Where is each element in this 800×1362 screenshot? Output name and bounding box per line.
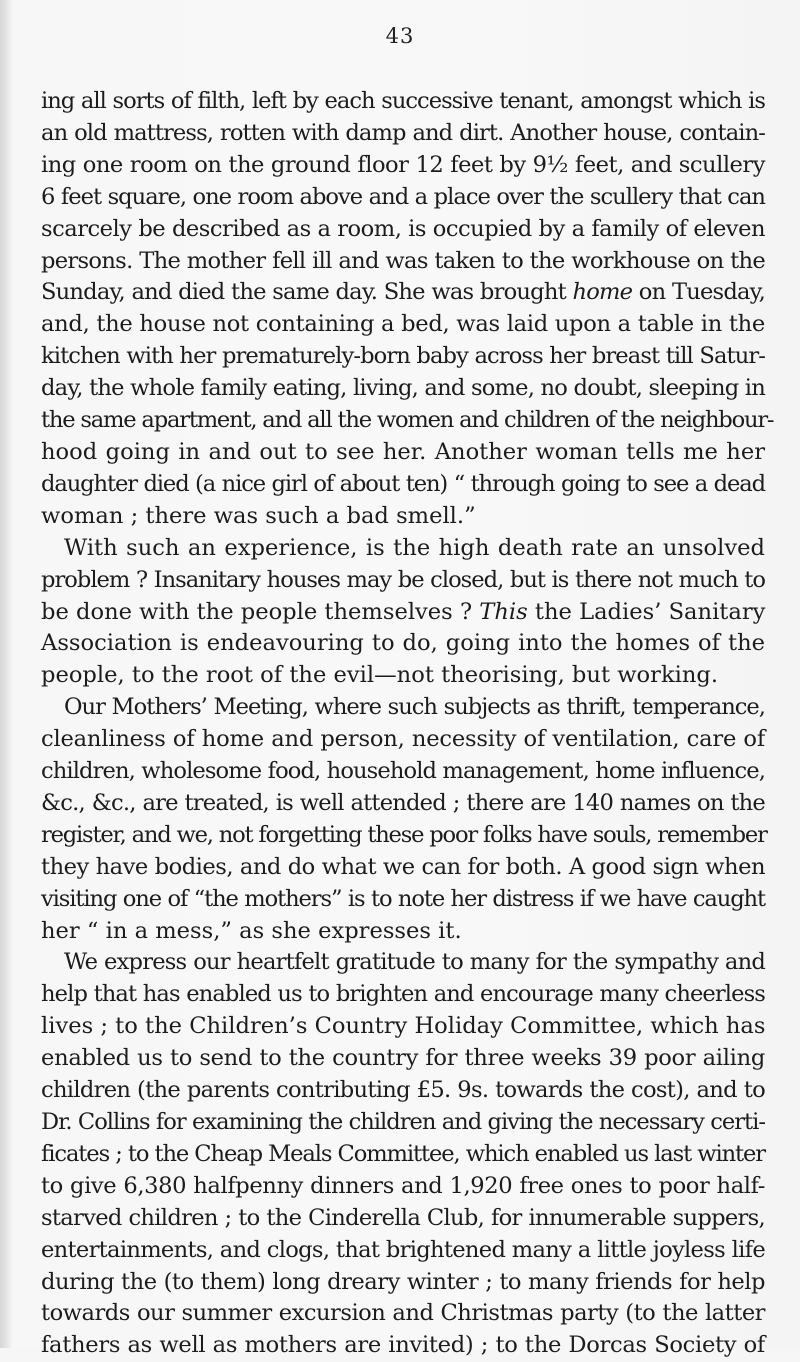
text-line: persons. The mother fell ill and was taken to the workhouse on the bbox=[41, 247, 765, 274]
text-line: be done with the people themselves ? This the Ladies’ Sanitary bbox=[41, 598, 766, 625]
text-line: and, the house not containing a bed, was laid upon a table in the bbox=[41, 311, 765, 338]
text-line: With such an experience, is the high death rate an unsolved bbox=[64, 534, 765, 561]
text-line: ing all sorts of filth, left by each successive tenant, amongst which is bbox=[41, 88, 765, 114]
text-line: during the (to them) long dreary winter ; to many friends for help bbox=[41, 1268, 765, 1295]
text-line: kitchen with her prematurely-born baby across her breast till Satur- bbox=[41, 343, 765, 370]
body-text bbox=[41, 86, 774, 1362]
text-line: starved children ; to the Cinderella Club, for innumerable suppers, bbox=[41, 1204, 765, 1231]
text-line: Association is endeavouring to do, going into the homes of the bbox=[41, 630, 765, 657]
text-line: lives ; to the Children’s Country Holiday Committee, which has bbox=[41, 1013, 766, 1040]
text-line: they have bodies, and do what we can for both. A good sign when bbox=[41, 853, 765, 880]
text-line: her “ in a mess,” as she expresses it. bbox=[41, 917, 462, 944]
text-line: 6 feet square, one room above and a place over the scullery that can bbox=[41, 183, 765, 210]
text-line: entertainments, and clogs, that brightened many a little joyless life bbox=[41, 1236, 765, 1263]
text-line: children, wholesome food, household management, home influence, bbox=[41, 758, 765, 785]
text-line: people, to the root of the evil—not theorising, but working. bbox=[41, 662, 719, 689]
text-line: day, the whole family eating, living, and some, no doubt, sleeping in bbox=[41, 375, 765, 402]
text-line: children (the parents contributing £5. 9s. towards the cost), and to bbox=[41, 1077, 765, 1104]
text-line: &c., &c., are treated, is well attended ; there are 140 names on the bbox=[41, 789, 765, 816]
page-edge-shadow bbox=[0, 0, 12, 1348]
text-line: visiting one of “the mothers” is to note her distress if we have caught bbox=[41, 885, 765, 912]
text-line: ing one room on the ground floor 12 feet by 9½ feet, and scullery bbox=[41, 151, 765, 178]
text-line: Dr. Collins for examining the children and giving the necessary certi- bbox=[41, 1109, 765, 1135]
text-line: Our Mothers’ Meeting, where such subjects as thrift, temperance, bbox=[64, 694, 765, 721]
page-number: 43 bbox=[385, 24, 415, 48]
text-line: the same apartment, and all the women and children of the neighbour- bbox=[41, 407, 774, 434]
text-line: ficates ; to the Cheap Meals Committee, which enabled us last winter bbox=[41, 1140, 765, 1167]
text-line: enabled us to send to the country for three weeks 39 poor ailing bbox=[41, 1045, 765, 1072]
text-line: hood going in and out to see her. Another woman tells me her bbox=[41, 438, 765, 465]
text-line: fathers as well as mothers are invited) ; to the Dorcas Society of bbox=[41, 1332, 765, 1359]
text-line: scarcely be described as a room, is occupied by a family of eleven bbox=[41, 215, 765, 242]
text-line: We express our heartfelt gratitude to many for the sympathy and bbox=[64, 949, 765, 976]
text-line: to give 6,380 halfpenny dinners and 1,920 free ones to poor half- bbox=[41, 1172, 765, 1199]
text-line: Sunday, and died the same day. She was brought home on Tuesday, bbox=[41, 279, 766, 306]
text-line: register, and we, not forgetting these poor folks have souls, remember bbox=[41, 821, 767, 848]
text-line: daughter died (a nice girl of about ten) “ through going to see a dead bbox=[41, 470, 765, 497]
text-line: an old mattress, rotten with damp and dirt. Another house, contain- bbox=[41, 119, 765, 146]
text-line: woman ; there was such a bad smell.” bbox=[41, 502, 476, 529]
text-line: help that has enabled us to brighten and encourage many cheerless bbox=[41, 981, 765, 1008]
text-line: cleanliness of home and person, necessity of ventilation, care of bbox=[41, 726, 765, 753]
text-line: towards our summer excursion and Christmas party (to the latter bbox=[41, 1300, 765, 1327]
text-line: problem ? Insanitary houses may be closed, but is there not much to bbox=[41, 566, 765, 593]
